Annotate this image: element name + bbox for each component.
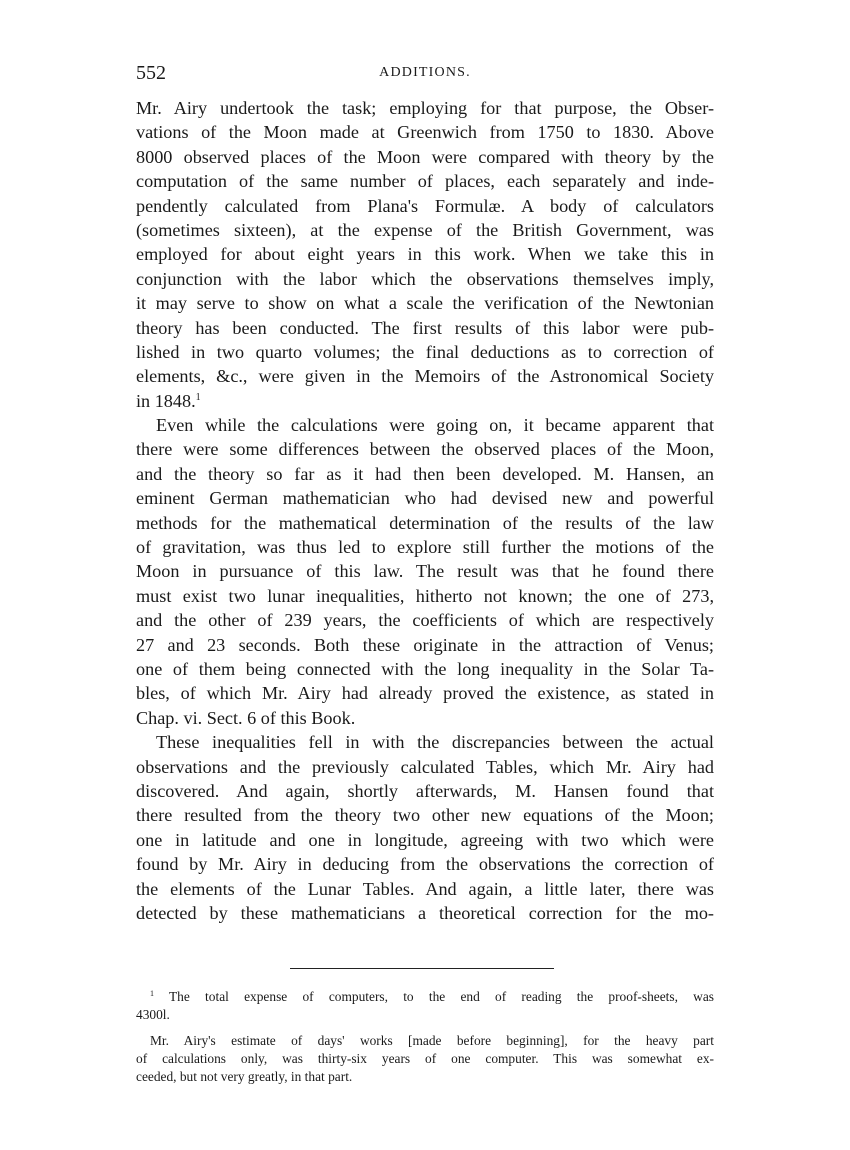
text-line: lished in two quarto volumes; the final deductions as to correction of — [136, 341, 714, 362]
text-line: pendently calculated from Plana's Formulæ. A body of calculators — [136, 195, 714, 216]
footnotes — [136, 988, 714, 1086]
text-line: elements, &c., were given in the Memoirs of the Astronomical Society — [136, 366, 714, 387]
text-line: must exist two lunar inequalities, hitherto not known; the one of 273, — [136, 585, 714, 606]
text-line: Mr. Airy undertook the task; employing for that purpose, the Obser- — [136, 98, 714, 118]
footnote-line — [136, 988, 714, 1006]
body-text — [136, 96, 714, 925]
footnote-line: of calculations only, was thirty-six years of one computer. This was somewhat ex- — [136, 1051, 714, 1066]
text-line: computation of the same number of places, each separately and inde- — [136, 171, 714, 192]
text-line: vations of the Moon made at Greenwich from 1750 to 1830. Above — [136, 122, 714, 143]
text-line: bles, of which Mr. Airy had already proved the existence, as stated in — [136, 683, 714, 704]
text-line: eminent German mathematician who had devised new and powerful — [136, 488, 714, 509]
text-line: theory has been conducted. The first results of this labor were pub- — [136, 317, 714, 338]
text-line: 27 and 23 seconds. Both these originate in the attraction of Venus; — [136, 634, 714, 655]
text-line: detected by these mathematicians a theoretical correction for the mo- — [136, 902, 714, 923]
text-line: discovered. And again, shortly afterwards, M. Hansen found that — [136, 780, 714, 801]
footnote-line: 4300l. — [136, 1007, 170, 1022]
text-line: the elements of the Lunar Tables. And again, a little later, there was — [136, 878, 714, 899]
text-line: one in latitude and one in longitude, agreeing with two which were — [136, 829, 714, 850]
text-line: These inequalities fell in with the discrepancies between the actual — [156, 732, 714, 753]
footnote-spacer — [136, 1024, 714, 1032]
text-line: of gravitation, was thus led to explore still further the motions of the — [136, 537, 714, 558]
text-line: observations and the previously calculated Tables, which Mr. Airy had — [136, 756, 714, 777]
text-line: Even while the calculations were going on, it became apparent that — [156, 415, 714, 436]
text-line: conjunction with the labor which the observations themselves imply, — [136, 268, 714, 289]
footnote-divider — [290, 968, 554, 969]
text-line: (sometimes sixteen), at the expense of the British Government, was — [136, 219, 714, 240]
page-header — [136, 62, 714, 88]
running-head: ADDITIONS. — [379, 65, 471, 80]
text-line: Chap. vi. Sect. 6 of this Book. — [136, 707, 356, 728]
footnote-line: Mr. Airy's estimate of days' works [made before beginning], for the heavy part — [150, 1033, 714, 1048]
text-line: found by Mr. Airy in deducing from the observations the correction of — [136, 854, 714, 875]
text-line: one of them being connected with the long inequality in the Solar Ta- — [136, 658, 714, 679]
footnote-marker: 1 — [150, 989, 154, 998]
text-line: employed for about eight years in this work. When we take this in — [136, 244, 714, 265]
text-line: Moon in pursuance of this law. The result was that he found there — [136, 561, 714, 582]
text-line: and the theory so far as it had then been developed. M. Hansen, an — [136, 463, 714, 484]
text-line: and the other of 239 years, the coefficients of which are respectively — [136, 610, 714, 631]
text-line: in 1848. — [136, 390, 196, 411]
footnote-reference: 1 — [195, 391, 201, 403]
page-number: 552 — [136, 62, 166, 84]
text-line: there resulted from the theory two other new equations of the Moon; — [136, 805, 714, 826]
text-line: methods for the mathematical determination of the results of the law — [136, 512, 714, 533]
text-line: it may serve to show on what a scale the verification of the Newtonian — [136, 293, 714, 314]
footnote-line: ceeded, but not very greatly, in that part. — [136, 1069, 353, 1084]
text-line-with-footnote — [136, 389, 714, 413]
text-line: 8000 observed places of the Moon were compared with theory by the — [136, 146, 714, 167]
footnote-text: The total expense of computers, to the end of reading the proof-sheets, was — [169, 989, 714, 1004]
text-line: there were some differences between the observed places of the Moon, — [136, 439, 714, 460]
